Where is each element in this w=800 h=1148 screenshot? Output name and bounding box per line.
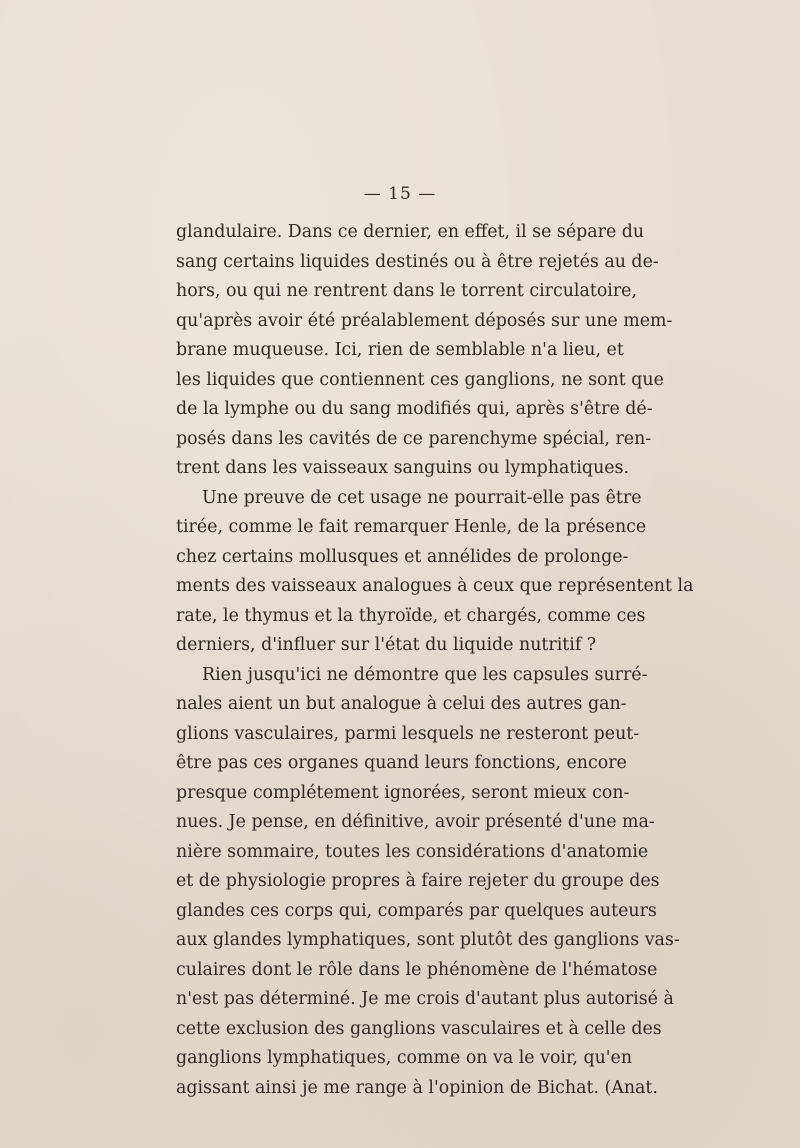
text-line: tirée, comme le fait remarquer Henle, de la présence <box>176 517 647 537</box>
text-line: de la lymphe ou du sang modifiés qui, après s'être dé- <box>176 399 653 419</box>
text-line: être pas ces organes quand leurs fonctions, encore <box>176 753 627 773</box>
text-line: trent dans les vaisseaux sanguins ou lymphatiques. <box>176 458 630 478</box>
text-line: agissant ainsi je me range à l'opinion de Bichat. (Anat. <box>176 1077 658 1098</box>
text-line: derniers, d'influer sur l'état du liquide nutritif ? <box>176 635 597 655</box>
text-line: glandes ces corps qui, comparés par quelques auteurs <box>176 900 657 921</box>
text-line: glions vasculaires, parmi lesquels ne resteront peut- <box>176 723 640 744</box>
text-line: presque complétement ignorées, seront mieux con- <box>176 782 630 803</box>
text-line: ments des vaisseaux analogues à ceux que représentent la <box>176 576 694 596</box>
text-line: hors, ou qui ne rentrent dans le torrent circulatoire, <box>176 281 637 301</box>
page-number: — 15 — <box>363 184 437 204</box>
text-line: nière sommaire, toutes les considérations d'anatomie <box>176 841 649 862</box>
text-line: sang certains liquides destinés ou à être rejetés au de- <box>176 251 659 272</box>
text-line: aux glandes lymphatiques, sont plutôt des ganglions vas- <box>176 930 680 950</box>
text-line: rate, le thymus et la thyroïde, et chargés, comme ces <box>176 605 646 626</box>
text-line: chez certains mollusques et annélides de prolonge- <box>176 546 629 567</box>
text-line: glandulaire. Dans ce dernier, en effet, il se sépare du <box>176 222 645 242</box>
text-line: nues. Je pense, en définitive, avoir présenté d'une ma- <box>176 812 655 832</box>
text-line: ganglions lymphatiques, comme on va le voir, qu'en <box>176 1048 633 1068</box>
text-line: et de physiologie propres à faire rejeter du groupe des <box>176 871 660 891</box>
body-text <box>176 218 694 1103</box>
text-line: Une preuve de cet usage ne pourrait-elle pas être <box>202 487 642 508</box>
text-line: cette exclusion des ganglions vasculaires et à celle des <box>176 1018 662 1039</box>
text-line: brane muqueuse. Ici, rien de semblable n'a lieu, et <box>176 340 624 360</box>
text-line: posés dans les cavités de ce parenchyme spécial, ren- <box>176 428 652 449</box>
text-line: n'est pas déterminé. Je me crois d'autant plus autorisé à <box>176 989 674 1009</box>
text-line: les liquides que contiennent ces ganglions, ne sont que <box>176 369 664 390</box>
text-line: qu'après avoir été préalablement déposés sur une mem- <box>176 310 673 331</box>
text-line: Rien jusqu'ici ne démontre que les capsules surré- <box>202 664 648 685</box>
text-line: nales aient un but analogue à celui des autres gan- <box>176 694 627 714</box>
text-line: culaires dont le rôle dans le phénomène de l'hématose <box>176 959 658 980</box>
